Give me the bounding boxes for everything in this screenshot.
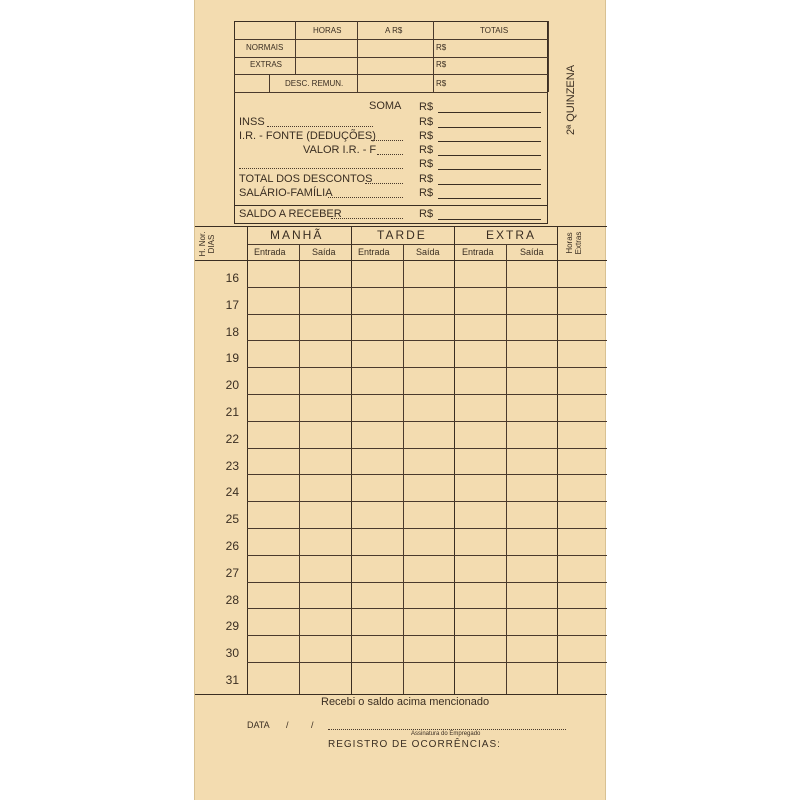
horas-extras-header xyxy=(558,227,607,260)
signature-line xyxy=(328,729,566,730)
blank-currency: R$ xyxy=(419,158,434,170)
day-number: 17 xyxy=(225,297,239,312)
day-row xyxy=(195,528,607,555)
manha-saida: Saída xyxy=(312,247,336,257)
time-card xyxy=(194,0,606,800)
manha-header: MANHÃ xyxy=(270,228,324,242)
day-row xyxy=(195,287,607,314)
row-desc-remun-currency: R$ xyxy=(436,79,447,88)
day-row xyxy=(195,662,607,689)
day-number: 26 xyxy=(225,539,239,553)
day-row xyxy=(195,394,607,421)
soma-currency: R$ xyxy=(419,101,434,113)
day-number: 20 xyxy=(225,378,239,393)
total-descontos-label: TOTAL DOS DESCONTOS xyxy=(239,173,373,185)
saldo-currency: R$ xyxy=(419,208,434,220)
extra-header: EXTRA xyxy=(486,228,537,242)
day-row xyxy=(195,635,607,662)
day-row xyxy=(195,582,607,609)
day-number: 22 xyxy=(225,431,239,446)
extra-entrada: Entrada xyxy=(462,247,494,257)
assinatura-caption: Assinatura do Empregado xyxy=(411,731,481,737)
valor-ir-currency: R$ xyxy=(419,144,434,156)
header-horas: HORAS xyxy=(313,26,342,35)
header-totais: TOTAIS xyxy=(480,26,509,35)
day-row xyxy=(195,501,607,528)
extra-saida: Saída xyxy=(520,247,544,257)
salario-familia-currency: R$ xyxy=(419,187,434,199)
row-extras-currency: R$ xyxy=(436,60,447,69)
row-normais-currency: R$ xyxy=(436,43,447,52)
h-nor-dias-header xyxy=(197,229,245,258)
day-row xyxy=(195,448,607,475)
recebi-text: Recebi o saldo acima mencionado xyxy=(321,696,490,708)
inss-currency: R$ xyxy=(419,116,434,128)
registro-label: REGISTRO DE OCORRÊNCIAS: xyxy=(328,739,501,750)
day-row xyxy=(195,260,607,287)
day-number: 30 xyxy=(225,646,239,661)
tarde-header: TARDE xyxy=(377,228,427,242)
side-label xyxy=(561,30,575,170)
h-nor-dias-text: H. Nor. DIAS xyxy=(198,231,216,257)
data-label: DATA xyxy=(247,720,270,730)
quinzena-label: 2ª QUINZENA xyxy=(565,64,577,136)
date-slash-2: / xyxy=(311,720,314,730)
saldo-label: SALDO A RECEBER xyxy=(239,208,342,220)
day-row xyxy=(195,421,607,448)
row-desc-remun-label: DESC. REMUN. xyxy=(285,79,344,88)
day-number: 29 xyxy=(225,619,239,634)
day-row xyxy=(195,367,607,394)
soma-label: SOMA xyxy=(369,100,402,112)
date-slash-1: / xyxy=(286,720,289,730)
day-row xyxy=(195,608,607,635)
day-number: 19 xyxy=(225,351,239,366)
day-row xyxy=(195,555,607,582)
day-row xyxy=(195,314,607,341)
day-row xyxy=(195,340,607,367)
day-number: 16 xyxy=(225,271,239,285)
row-normais-label: NORMAIS xyxy=(246,43,284,52)
salario-familia-label: SALÁRIO-FAMÍLIA xyxy=(239,187,333,199)
tarde-entrada: Entrada xyxy=(358,247,390,257)
day-number: 21 xyxy=(225,405,239,419)
horas-extras-text: Horas Extras xyxy=(565,231,583,255)
day-number: 18 xyxy=(225,324,239,339)
day-number: 24 xyxy=(225,485,239,500)
ir-fonte-currency: R$ xyxy=(419,130,434,142)
day-number: 23 xyxy=(225,458,239,473)
day-number: 25 xyxy=(225,512,239,527)
day-row xyxy=(195,474,607,501)
row-extras-label: EXTRAS xyxy=(250,60,283,69)
valor-ir-label: VALOR I.R. - F xyxy=(303,144,377,156)
tarde-saida: Saída xyxy=(416,247,440,257)
total-descontos-currency: R$ xyxy=(419,173,434,185)
ir-fonte-label: I.R. - FONTE (DEDUÇÕES) xyxy=(239,130,376,142)
day-number: 31 xyxy=(225,673,239,687)
header-a-rs: A R$ xyxy=(385,26,403,35)
day-number: 28 xyxy=(225,592,239,607)
day-number: 27 xyxy=(225,565,239,580)
inss-label: INSS xyxy=(239,116,265,128)
manha-entrada: Entrada xyxy=(254,247,286,257)
